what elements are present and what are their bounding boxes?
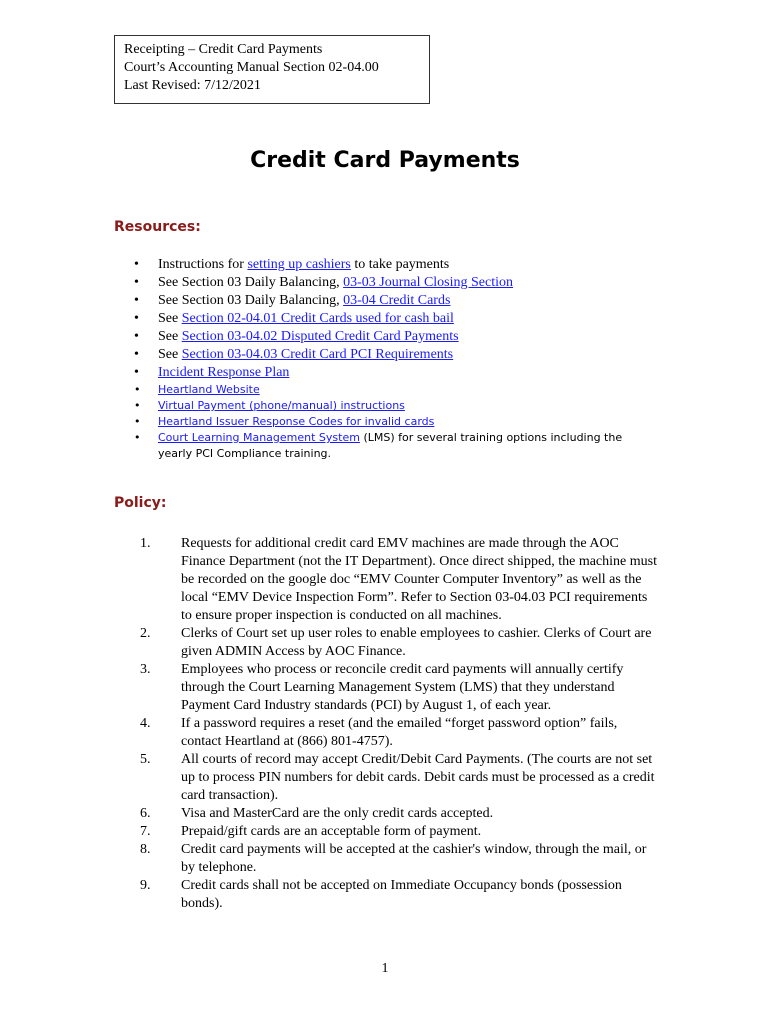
resource-link[interactable]: Section 02-04.01 Credit Cards used for cash bail bbox=[181, 311, 454, 326]
resource-link[interactable]: 03-04 Credit Cards bbox=[343, 293, 451, 308]
policy-item-text: If a password requires a reset (and the emailed “forget password option” fails, contact Heartland at (866) 801-4757). bbox=[181, 716, 618, 749]
policy-list bbox=[140, 535, 660, 913]
resource-link[interactable]: Court Learning Management System bbox=[158, 431, 360, 444]
bullet-icon: • bbox=[134, 293, 139, 308]
bullet-icon: • bbox=[134, 415, 141, 428]
header-section-line: Court’s Accounting Manual Section 02-04.00 bbox=[124, 60, 379, 75]
policy-item-number: 5. bbox=[140, 752, 151, 767]
resources-heading: Resources: bbox=[114, 219, 201, 235]
bullet-icon: • bbox=[134, 275, 139, 290]
resource-item: • See Section 03 Daily Balancing, 03-04 Credit Cards bbox=[134, 293, 451, 308]
policy-item-number: 1. bbox=[140, 536, 151, 551]
policy-item bbox=[140, 823, 660, 841]
policy-heading: Policy: bbox=[114, 495, 167, 511]
policy-item-text: Credit cards shall not be accepted on Immediate Occupancy bonds (possession bonds). bbox=[181, 878, 622, 911]
policy-item-number: 7. bbox=[140, 824, 151, 839]
policy-item-number: 3. bbox=[140, 662, 151, 677]
resource-item bbox=[134, 398, 654, 414]
resource-item bbox=[134, 382, 654, 398]
bullet-icon: • bbox=[134, 311, 139, 326]
resource-link[interactable]: Virtual Payment (phone/manual) instructions bbox=[158, 399, 405, 412]
resource-item bbox=[134, 414, 654, 430]
resource-link[interactable]: Section 03-04.02 Disputed Credit Card Payments bbox=[181, 329, 459, 344]
policy-item-text: All courts of record may accept Credit/Debit Card Payments. (The courts are not set up to process PIN numbers for debit cards. Debit cards must be processed as a credit card transaction). bbox=[181, 752, 655, 803]
policy-item-text: Credit card payments will be accepted at the cashier's window, through the mail, or by telephone. bbox=[181, 842, 647, 875]
policy-item bbox=[140, 661, 660, 715]
bullet-icon: • bbox=[134, 347, 139, 362]
policy-item-text: Visa and MasterCard are the only credit cards accepted. bbox=[181, 806, 494, 821]
resource-link[interactable]: 03-03 Journal Closing Section bbox=[343, 275, 514, 290]
header-revised-line: Last Revised: 7/12/2021 bbox=[124, 78, 261, 93]
resource-item: • See Section 03-04.03 Credit Card PCI Requirements bbox=[134, 347, 454, 362]
bullet-icon: • bbox=[134, 257, 139, 272]
page-number: 1 bbox=[381, 961, 389, 976]
resource-link[interactable]: Heartland Issuer Response Codes for invalid cards bbox=[158, 415, 435, 428]
policy-item-text: Prepaid/gift cards are an acceptable form of payment. bbox=[181, 824, 482, 839]
policy-item-number: 4. bbox=[140, 716, 151, 731]
resource-link[interactable]: setting up cashiers bbox=[247, 257, 351, 272]
bullet-icon: • bbox=[134, 431, 141, 444]
policy-item bbox=[140, 535, 660, 625]
bullet-icon: • bbox=[134, 399, 141, 412]
policy-item bbox=[140, 625, 660, 661]
policy-item bbox=[140, 805, 660, 823]
policy-item bbox=[140, 751, 660, 805]
policy-item-number: 9. bbox=[140, 878, 151, 893]
resource-link[interactable]: Incident Response Plan bbox=[158, 365, 290, 380]
resources-list bbox=[134, 256, 654, 462]
resource-item: • See Section 03 Daily Balancing, 03-03 Journal Closing Section bbox=[134, 275, 514, 290]
resource-link[interactable]: Section 03-04.03 Credit Card PCI Requirements bbox=[181, 347, 454, 362]
document-header-box bbox=[114, 35, 430, 104]
resource-link[interactable]: Heartland Website bbox=[158, 383, 260, 396]
bullet-icon: • bbox=[134, 329, 139, 344]
policy-item-number: 8. bbox=[140, 842, 151, 857]
policy-item-text: Requests for additional credit card EMV machines are made through the AOC Finance Department (not the IT Department). Once direct shipped, the machine must be recorded on the google doc “EMV Counter Computer Inventory” as well as the local “EMV Device Inspection Form”. Refer to Section 03-04.03 PCI requirements to ensure proper inspection is conducted on all machines. bbox=[181, 536, 657, 623]
resource-item: • See Section 03-04.02 Disputed Credit Card Payments bbox=[134, 329, 459, 344]
resource-item bbox=[134, 364, 654, 382]
header-title-line: Receipting – Credit Card Payments bbox=[124, 42, 323, 57]
bullet-icon: • bbox=[134, 383, 141, 396]
policy-item-number: 2. bbox=[140, 626, 151, 641]
resource-item: • Court Learning Management System (LMS) for several training options including the yearly PCI Compliance training. bbox=[134, 431, 623, 460]
resource-item: • Instructions for setting up cashiers to take payments bbox=[134, 257, 450, 272]
page-title: Credit Card Payments bbox=[250, 148, 520, 173]
policy-item-text: Employees who process or reconcile credit card payments will annually certify through the Court Learning Management System (LMS) that they understand Payment Card Industry standards (PCI) by August 1, of each year. bbox=[181, 662, 624, 713]
bullet-icon: • bbox=[134, 365, 139, 380]
policy-item bbox=[140, 841, 660, 877]
resource-item: • See Section 02-04.01 Credit Cards used for cash bail bbox=[134, 311, 454, 326]
policy-item-text: Clerks of Court set up user roles to enable employees to cashier. Clerks of Court are given ADMIN Access by AOC Finance. bbox=[181, 626, 652, 659]
policy-item bbox=[140, 715, 660, 751]
policy-item bbox=[140, 877, 660, 913]
policy-item-number: 6. bbox=[140, 806, 151, 821]
